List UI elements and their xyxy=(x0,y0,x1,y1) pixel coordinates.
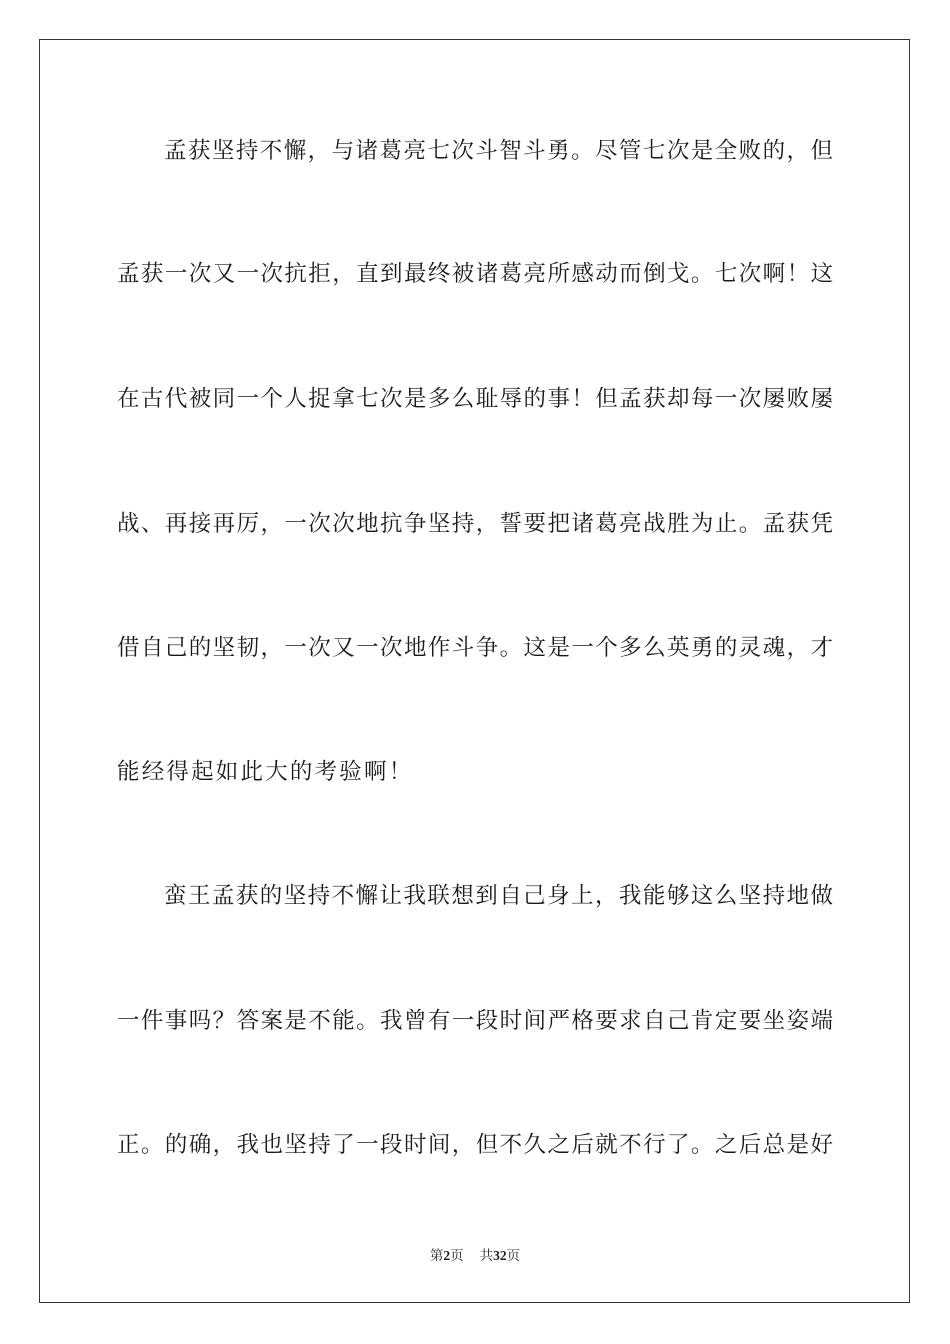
paragraph-2-line-2: 一件事吗？答案是不能。我曾有一段时间严格要求自己肯定要坐姿端 xyxy=(117,1008,833,1034)
total-suffix: 页 xyxy=(506,1248,521,1264)
paragraph-1-line-2: 孟获一次又一次抗拒，直到最终被诸葛亮所感动而倒戈。七次啊！这 xyxy=(117,261,833,287)
paragraph-2-line-3: 正。的确，我也坚持了一段时间，但不久之后就不行了。之后总是好 xyxy=(117,1132,833,1158)
paragraph-1-line-3: 在古代被同一个人捉拿七次是多么耻辱的事！但孟获却每一次屡败屡 xyxy=(117,386,833,412)
paragraph-1-line-4: 战、再接再厉，一次次地抗争坚持，誓要把诸葛亮战胜为止。孟获凭 xyxy=(117,511,833,537)
total-pages: 32 xyxy=(493,1248,507,1263)
page-suffix: 页 xyxy=(450,1248,464,1264)
page-prefix: 第 xyxy=(429,1248,444,1264)
paragraph-1-line-6: 能经得起如此大的考验啊！ xyxy=(117,759,414,785)
page-footer xyxy=(0,1247,950,1265)
paragraph-1-line-5: 借自己的坚韧，一次又一次地作斗争。这是一个多么英勇的灵魂，才 xyxy=(117,635,833,661)
page-border xyxy=(39,39,910,1303)
paragraph-1-line-1: 孟获坚持不懈，与诸葛亮七次斗智斗勇。尽管七次是全败的，但 xyxy=(164,138,833,164)
paragraph-2-line-1: 蛮王孟获的坚持不懈让我联想到自己身上，我能够这么坚持地做 xyxy=(164,883,833,909)
total-prefix: 共 xyxy=(479,1248,494,1264)
page-number: 2 xyxy=(443,1248,451,1263)
